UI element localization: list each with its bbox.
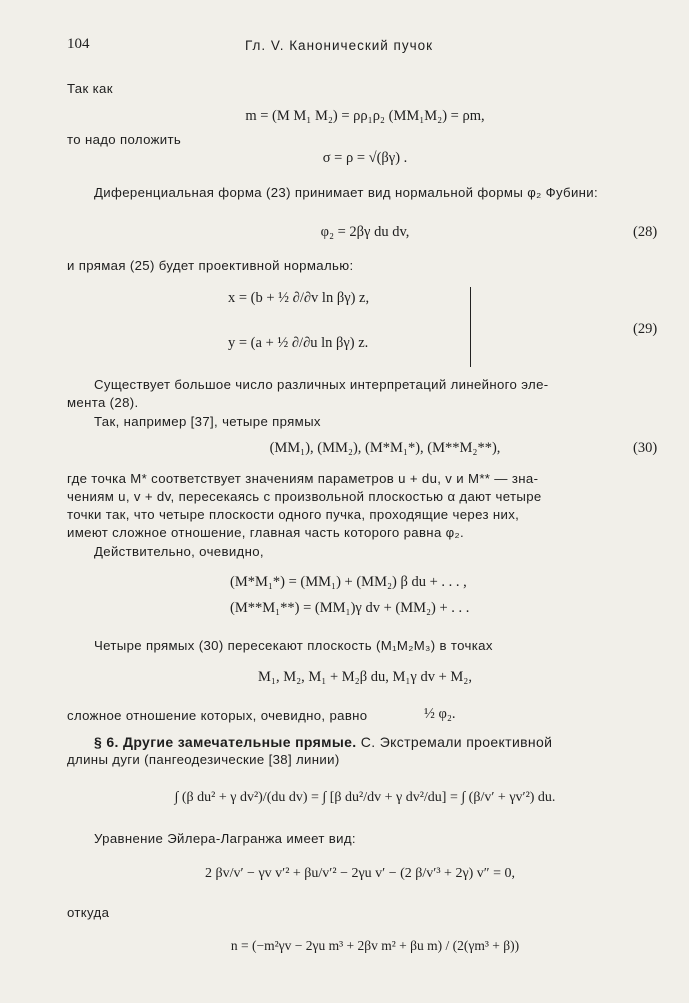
page-number: 104 bbox=[67, 36, 90, 52]
section-title: Другие замечательные прямые. bbox=[123, 734, 357, 750]
equation-sigma-text: σ = ρ = √(βγ) . bbox=[322, 150, 408, 166]
paragraph-7a: где точка M* соответствует значениям параметров u + du, v и M** — зна- bbox=[67, 471, 539, 486]
paragraph-11b: длины дуги (пангеодезические [38] линии) bbox=[67, 752, 340, 767]
equation-32-text: M₁, M₂, M₁ + M₂β du, M₁γ dv + M₂, bbox=[258, 669, 472, 685]
paragraph-4: и прямая (25) будет проективной нормалью: bbox=[67, 258, 354, 273]
paragraph-1: Так как bbox=[67, 81, 113, 96]
equation-euler-lagrange bbox=[140, 866, 580, 882]
paragraph-2: то надо положить bbox=[67, 132, 182, 147]
equation-28-text: φ₂ = 2βγ du dv, bbox=[320, 224, 410, 240]
equation-sigma bbox=[300, 150, 430, 167]
equation-32 bbox=[195, 669, 535, 686]
section-intro: С. Экстремали проективной bbox=[360, 734, 553, 750]
paragraph-7b: чениям u, v + dv, пересекаясь с произвольной плоскостью α дают четыре bbox=[67, 489, 542, 504]
equation-31a bbox=[230, 574, 467, 591]
paragraph-5a: Существует большое число различных интерпретаций линейного эле- bbox=[94, 377, 549, 392]
paragraph-13: откуда bbox=[67, 905, 110, 920]
section-heading bbox=[94, 733, 667, 751]
equation-integral bbox=[140, 790, 590, 806]
equation-28-number: (28) bbox=[633, 224, 658, 240]
equation-29a bbox=[228, 290, 369, 307]
paragraph-6: Так, например [37], четыре прямых bbox=[94, 414, 321, 429]
equation-29a-text: x = (b + ½ ∂/∂v ln βγ) z, bbox=[228, 290, 370, 306]
section-number: § 6. bbox=[94, 734, 119, 750]
paragraph-10: сложное отношение которых, очевидно, равно bbox=[67, 708, 368, 723]
paragraph-12: Уравнение Эйлера-Лагранжа имеет вид: bbox=[94, 831, 356, 846]
system-bracket bbox=[470, 287, 471, 367]
paragraph-9: Четыре прямых (30) пересекают плоскость (M₁M₂M₃) в точках bbox=[94, 638, 493, 653]
paragraph-7c: точки так, что четыре плоскости одного пучка, проходящие через них, bbox=[67, 507, 520, 522]
equation-29b-text: y = (a + ½ ∂/∂u ln βγ) z. bbox=[228, 335, 369, 351]
paragraph-7d: имеют сложное отношение, главная часть которого равна φ₂. bbox=[67, 525, 465, 540]
equation-n bbox=[210, 938, 540, 954]
equation-half-phi bbox=[424, 706, 456, 723]
equation-integral-text: ∫ (β du² + γ dv²)/(du dv) = ∫ [β du²/dv + γ dv²/du] = ∫ (β/v′ + γv′²) du. bbox=[174, 790, 556, 805]
equation-30-text: (MM₁), (MM₂), (M*M₁*), (M**M₂**), bbox=[269, 440, 501, 456]
equation-half-phi-text: ½ φ₂. bbox=[424, 706, 456, 722]
equation-31b-text: (M**M₁**) = (MM₁)γ dv + (MM₂) + . . . bbox=[230, 600, 470, 616]
paragraph-5b: мента (28). bbox=[67, 395, 139, 410]
equation-29b bbox=[228, 335, 368, 352]
equation-30-number: (30) bbox=[633, 440, 658, 456]
equation-n-text: n = (−m²γv − 2γu m³ + 2βv m² + βu m) / (2(γm³ + β)) bbox=[230, 938, 520, 953]
equation-30 bbox=[220, 440, 550, 457]
paragraph-8: Действительно, очевидно, bbox=[94, 544, 264, 559]
equation-28 bbox=[290, 224, 440, 241]
equation-euler-lagrange-text: 2 βv/v′ − γv v′² + βu/v′² − 2γu v′ − (2 β/v′³ + 2γ) v″ = 0, bbox=[204, 866, 516, 881]
paragraph-3: Диференциальная форма (23) принимает вид нормальной формы φ₂ Фубини: bbox=[94, 185, 599, 200]
equation-29-number: (29) bbox=[633, 321, 658, 337]
equation-m bbox=[200, 108, 530, 125]
equation-31a-text: (M*M₁*) = (MM₁) + (MM₂) β du + . . . , bbox=[230, 574, 467, 590]
equation-31b bbox=[230, 600, 469, 617]
equation-m-text: m = (M M₁ M₂) = ρρ₁ρ₂ (MM₁M₂) = ρm, bbox=[245, 108, 485, 124]
running-title: Гл. V. Канонический пучок bbox=[245, 38, 434, 53]
